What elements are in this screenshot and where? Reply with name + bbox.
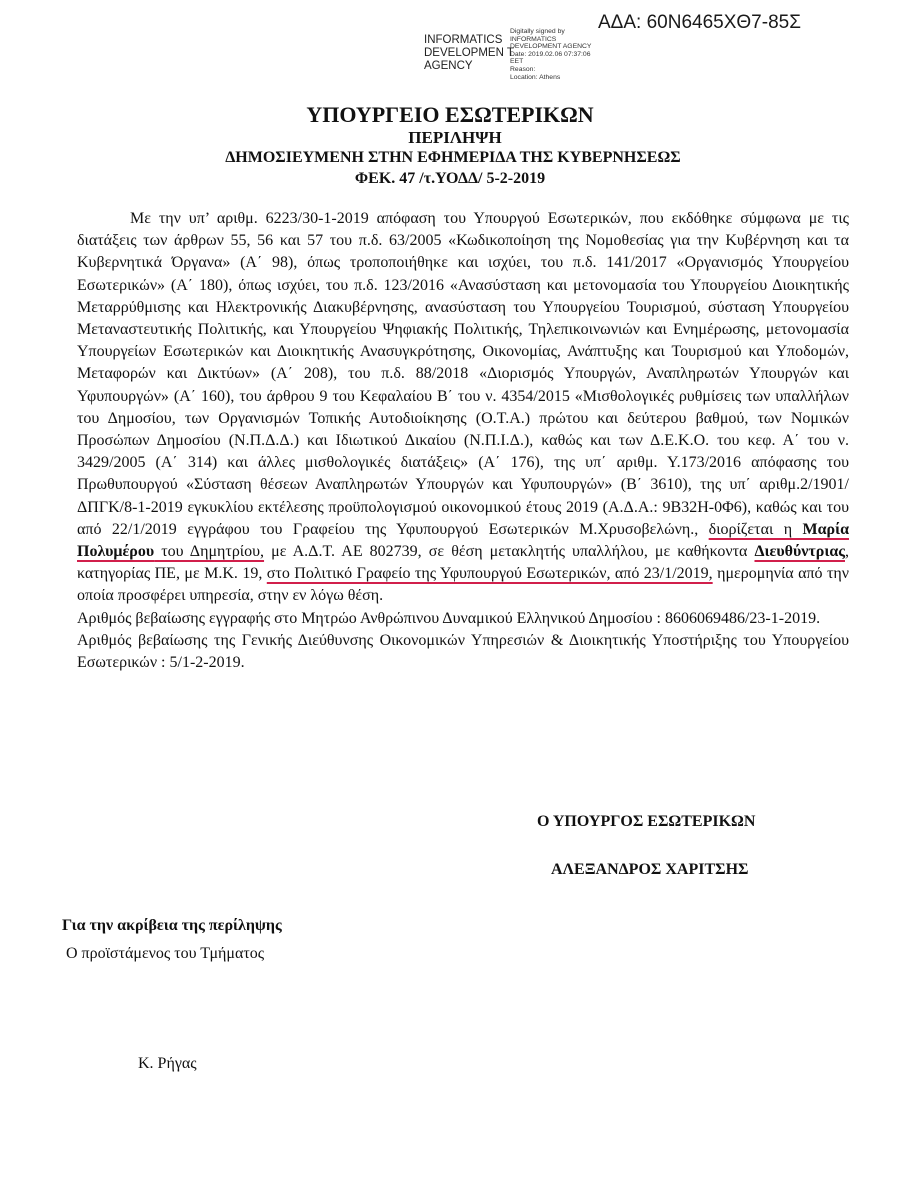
document-header (0, 103, 900, 189)
finance-paragraph: Αριθμός βεβαίωσης της Γενικής Διεύθυνσης Οικονομικών Υπηρεσιών & Διοικητικής Υποστήριξης του Υπουργείου Εσωτερικών : 5/1-2-2019. (77, 631, 849, 672)
appointee-underline: διορίζεται η Μαρία Πολυμέρου του Δημητρίου, (77, 520, 849, 561)
fek-reference: ΦΕΚ. 47 /τ.ΥΟΔΔ/ 5-2-2019 (354, 170, 546, 187)
minister-name: ΑΛΕΞΑΝΔΡΟΣ ΧΑΡΙΤΣΗΣ (551, 861, 749, 878)
minister-title: Ο ΥΠΟΥΡΓΟΣ ΕΣΩΤΕΡΙΚΩΝ (537, 813, 756, 830)
accuracy-label: Για την ακρίβεια της περίληψης (62, 917, 282, 934)
digital-signature-details: Digitally signed by INFORMATICS DEVELOPMENT AGENCY Date: 2019.02.06 07:37:06 EET Reason: Location: Athens (510, 28, 592, 81)
summary-title: ΠΕΡΙΛΗΨΗ (408, 128, 502, 147)
department-head-role: Ο προϊστάμενος του Τμήματος (66, 945, 265, 962)
office-underline: στο Πολιτικό Γραφείο της Υφυπουργού Εσωτερικών, από 23/1/2019, (266, 565, 713, 583)
document-body (77, 208, 849, 674)
registry-paragraph: Αριθμός βεβαίωσης εγγραφής στο Μητρώο Ανθρώπινου Δυναμικού Ελληνικού Δημοσίου : 8606069486/23-1-2019. (77, 609, 821, 627)
position-title: Διευθύντριας (754, 543, 845, 561)
appointee-name: Μαρία Πολυμέρου (77, 520, 849, 561)
ada-code: ΑΔΑ: 60Ν6465ΧΘ7-85Σ (598, 12, 801, 33)
published-line: ΔΗΜΟΣΙΕΥΜΕΝΗ ΣΤΗΝ ΕΦΗΜΕΡΙΔΑ ΤΗΣ ΚΥΒΕΡΝΗΣΕΩΣ (225, 149, 681, 166)
digital-signature-org: INFORMATICS DEVELOPMEN T AGENCY (424, 34, 514, 72)
ministry-title: ΥΠΟΥΡΓΕΙΟ ΕΣΩΤΕΡΙΚΩΝ (306, 102, 594, 127)
signer-name: Κ. Ρήγας (138, 1055, 197, 1072)
decision-intro: Με την υπ’ αριθμ. 6223/30-1-2019 απόφαση του Υπουργού Εσωτερικών, που εκδόθηκε σύμφωνα με τις διατάξεις των άρθρων 55, 56 και 57 του π.δ. 63/2005 «Κωδικοποίηση της Νομοθεσίας για την Κυβέρνηση και τα Κυβερνητικά Όργανα» (Α΄ 98), όπως τροποποιήθηκε και ισχύει, του π.δ. 141/2017 «Οργανισμός Υπουργείου Εσωτερικών» (Α΄ 180), όπως ισχύει, του π.δ. 123/2016 «Ανασύσταση και μετονομασία του Υπουργείου Διοικητικής Μεταρρύθμισης και Ηλεκτρονικής Διακυβέρνησης, ανασύσταση του Υπουργείου Τουρισμού, σύσταση Υπουργείου Μεταναστευτικής Πολιτικής, και Υπουργείου Ψηφιακής Πολιτικής, Τηλεπικοινωνιών και Ενημέρωσης, μετονομασία Υπουργείων Εσωτερικών και Διοικητικής Ανασυγκρότησης, Οικονομίας, Ανάπτυξης και Τουρισμού και Υποδομών, Μεταφορών και Δικτύων» (Α΄ 208), του π.δ. 88/2018 «Διορισμός Υπουργών, Αναπληρωτών Υπουργών και Υφυπουργών» (Α΄ 160), του άρθρου 9 του Κεφαλαίου Β΄ του ν. 4354/2015 «Μισθολογικές ρυθμίσεις των υπαλλήλων του Δημοσίου, των Οργανισμών Τοπικής Αυτοδιοίκησης (Ο.Τ.Α.) πρώτου και δεύτερου βαθμού, των Νομικών Προσώπων Δημοσίου (Ν.Π.Δ.Δ.) και Ιδιωτικού Δικαίου (Ν.Π.Ι.Δ.), καθώς και των Δ.Ε.Κ.Ο. του κεφ. Α΄ του ν. 3429/2005 (Α΄ 314) και άλλες μισθολογικές διατάξεις» (Α΄ 176), της υπ΄ αριθμ. Υ.173/2016 απόφασης του Πρωθυπουργού «Σύσταση θέσεων Αναπληρωτών Υπουργών και Υφυπουργών» (Β΄ 3610), της υπ΄ αριθμ.2/1901/ΔΠΓΚ/8-1-2019 εγκυκλίου εκτέλεσης προϋπολογισμού οικονομικού έτους 2019 (Α.Δ.Α.: 9Β32Η-0Φ6), καθώς και του από 22/1/2019 εγγράφου του Γραφείου της Υφυπουργού Εσωτερικών Μ.Χρυσοβελώνη., (77, 210, 849, 538)
decision-paragraph: Με την υπ’ αριθμ. 6223/30-1-2019 απόφαση του Υπουργού Εσωτερικών, που εκδόθηκε σύμφωνα με τις διατάξεις των άρθρων 55, 56 και 57 του π.δ. 63/2005 «Κωδικοποίηση της Νομοθεσίας για την Κυβέρνηση και τα Κυβερνητικά Όργανα» (Α΄ 98), όπως τροποποιήθηκε και ισχύει, του π.δ. 141/2017 «Οργανισμός Υπουργείου Εσωτερικών» (Α΄ 180), όπως ισχύει, του π.δ. 123/2016 «Ανασύσταση και μετονομασία του Υπουργείου Διοικητικής Μεταρρύθμισης και Ηλεκτρονικής Διακυβέρνησης, ανασύσταση του Υπουργείου Τουρισμού, σύσταση Υπουργείου Μεταναστευτικής Πολιτικής, και Υπουργείου Ψηφιακής Πολιτικής, Τηλεπικοινωνιών και Ενημέρωσης, μετονομασία Υπουργείων Εσωτερικών και Διοικητικής Ανασυγκρότησης, Οικονομίας, Ανάπτυξης και Τουρισμού και Υποδομών, Μεταφορών και Δικτύων» (Α΄ 208), του π.δ. 88/2018 «Διορισμός Υπουργών, Αναπληρωτών Υπουργών και Υφυπουργών» (Α΄ 160), του άρθρου 9 του Κεφαλαίου Β΄ του ν. 4354/2015 «Μισθολογικές ρυθμίσεις των υπαλλήλων του Δημοσίου, των Οργανισμών Τοπικής Αυτοδιοίκησης (Ο.Τ.Α.) πρώτου και δεύτερου βαθμού, των Νομικών Προσώπων Δημοσίου (Ν.Π.Δ.Δ.) και Ιδιωτικού Δικαίου (Ν.Π.Ι.Δ.), καθώς και των Δ.Ε.Κ.Ο. του κεφ. Α΄ του ν. 3429/2005 (Α΄ 314) και άλλες μισθολογικές διατάξεις» (Α΄ 176), της υπ΄ αριθμ. Υ.173/2016 απόφασης του Πρωθυπουργού «Σύσταση θέσεων Αναπληρωτών Υπουργών και Υφυπουργών» (Β΄ 3610), της υπ΄ αριθμ.2/1901/ΔΠΓΚ/8-1-2019 εγκυκλίου εκτέλεσης προϋπολογισμού οικονομικού έτους 2019 (Α.Δ.Α.: 9Β32Η-0Φ6), καθώς και του από 22/1/2019 εγγράφου του Γραφείου της Υφυπουργού Εσωτερικών Μ.Χρυσοβελώνη., διορίζεται η Μαρία Πολυμέρου του Δημητρίου, με Α.Δ.Τ. ΑΕ 802739, σε θέση μετακλητής υπαλλήλου, με καθήκοντα Διευθύντριας, κατηγορίας ΠΕ, με Μ.Κ. 19, στο Πολιτικό Γραφείο της Υφυπουργού Εσωτερικών, από 23/1/2019, ημερομηνία από την οποία προσφέρει υπηρεσία, στην εν λόγω θέση. (77, 210, 849, 605)
